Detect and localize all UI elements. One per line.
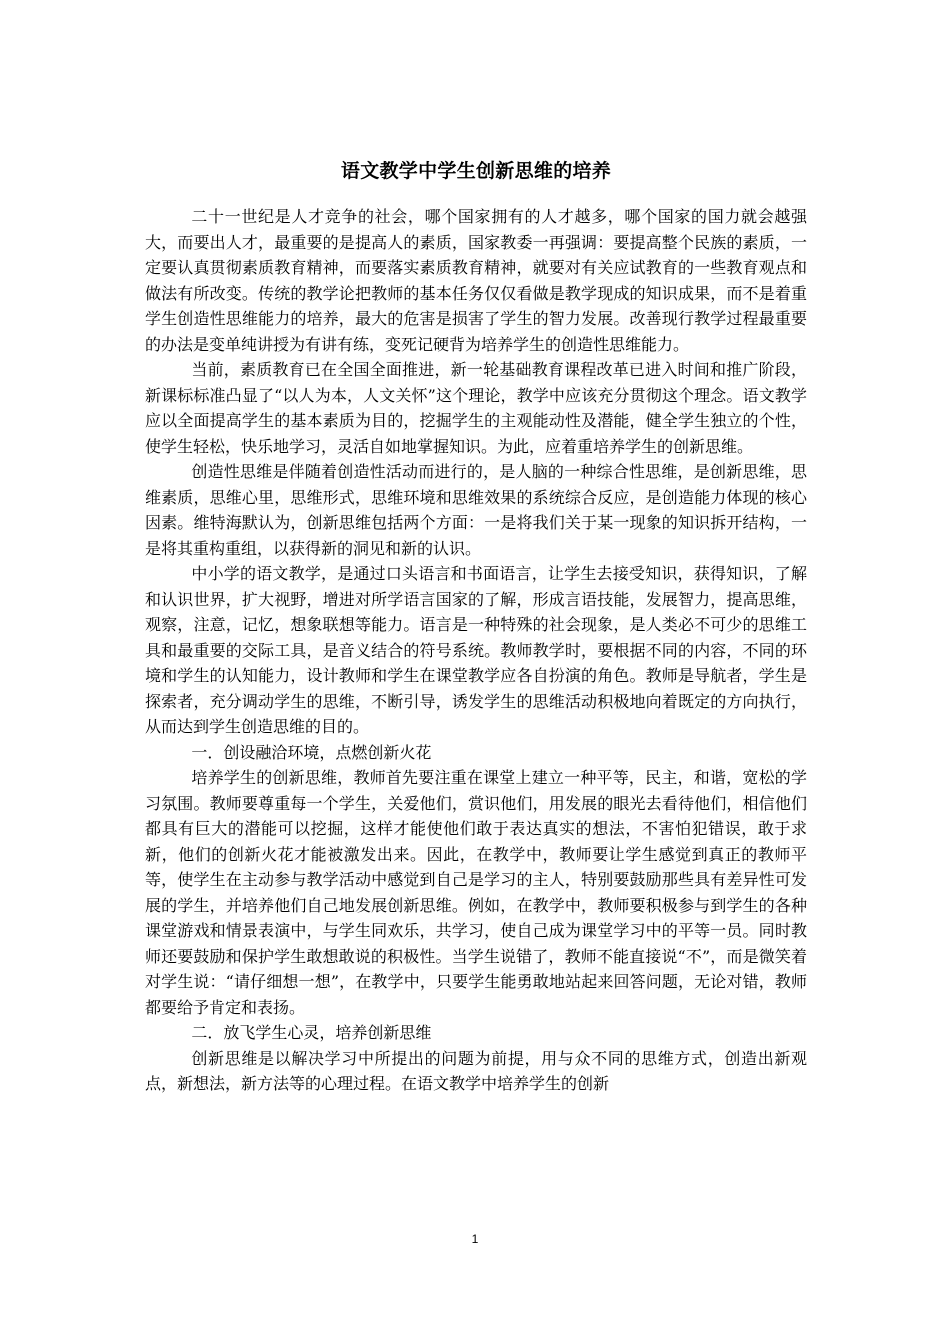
body-paragraph: 二十一世纪是人才竞争的社会，哪个国家拥有的人才越多，哪个国家的国力就会越强大，而要出人才，最重要的是提高人的素质，国家教委一再强调：要提高整个民族的素质，一定要认真贯彻素质教育精神，而要落实素质教育精神，就要对有关应试教育的一些教育观点和做法有所改变。传统的教学论把教师的基本任务仅仅看做是教学现成的知识成果，而不是着重学生创造性思维能力的培养，最大的危害是损害了学生的智力发展。改善现行教学过程最重要的办法是变单纯讲授为有讲有练，变死记硬背为培养学生的创造性思维能力。 — [145, 207, 807, 354]
page-number: 1 — [471, 1232, 479, 1246]
section-heading: 二．放飞学生心灵，培养创新思维 — [191, 1023, 432, 1042]
document-title: 语文教学中学生创新思维的培养 — [340, 160, 612, 182]
section-paragraph: 培养学生的创新思维，教师首先要注重在课堂上建立一种平等，民主，和谐，宽松的学习氛围。教师要尊重每一个学生，关爱他们，赏识他们，用发展的眼光去看待他们，相信他们都具有巨大的潜能可以挖掘，这样才能使他们敢于表达真实的想法，不害怕犯错误，敢于求新，他们的创新火花才能被激发出来。因此，在教学中，教师要让学生感觉到真正的教师平等，使学生在主动参与教学活动中感觉到自己是学习的主人，特别要鼓励那些具有差异性可发展的学生，并培养他们自己地发展创新思维。例如，在教学中，教师要积极参与到学生的各种课堂游戏和情景表演中，与学生同欢乐，共学习，使自己成为课堂学习中的平等一员。同时教师还要鼓励和保护学生敢想敢说的积极性。当学生说错了，教师不能直接说“不”，而是微笑着对学生说：“请仔细想一想”，在教学中，只要学生能勇敢地站起来回答问题，无论对错，教师都要给予肯定和表扬。 — [145, 768, 807, 1017]
section-heading: 一．创设融洽环境，点燃创新火花 — [191, 742, 432, 762]
body-paragraph: 当前，素质教育已在全国全面推进，新一轮基础教育课程改革已进入时间和推广阶段，新课标标准凸显了“以人为本，人文关怀”这个理论，教学中应该充分贯彻这个理念。语文教学应以全面提高学生的基本素质为目的，挖掘学生的主观能动性及潜能，健全学生独立的个性，使学生轻松，快乐地学习，灵活自如地掌握知识。为此，应着重培养学生的创新思维。 — [145, 360, 807, 456]
section-paragraph: 创新思维是以解决学习中所提出的问题为前提，用与众不同的思维方式，创造出新观点，新想法，新方法等的心理过程。在语文教学中培养学生的创新 — [145, 1048, 807, 1093]
body-paragraph: 创造性思维是伴随着创造性活动而进行的，是人脑的一种综合性思维，是创新思维，思维素质，思维心里，思维形式，思维环境和思维效果的系统综合反应，是创造能力体现的核心因素。维特海默认为，创新思维包括两个方面：一是将我们关于某一现象的知识拆开结构，一是将其重构重组，以获得新的洞见和新的认识。 — [145, 462, 807, 558]
body-paragraph: 中小学的语文教学，是通过口头语言和书面语言，让学生去接受知识，获得知识，了解和认识世界，扩大视野，增进对所学语言国家的了解，形成言语技能，发展智力，提高思维，观察，注意，记忆，想象联想等能力。语言是一种特殊的社会现象，是人类必不可少的思维工具和最重要的交际工具，是音义结合的符号系统。教师教学时，要根据不同的内容，不同的环境和学生的认知能力，设计教师和学生在课堂教学应各自扮演的角色。教师是导航者，学生是探索者，充分调动学生的思维，不断引导，诱发学生的思维活动积极地向着既定的方向执行，从而达到学生创造思维的目的。 — [145, 564, 807, 736]
document-body — [145, 158, 807, 1097]
